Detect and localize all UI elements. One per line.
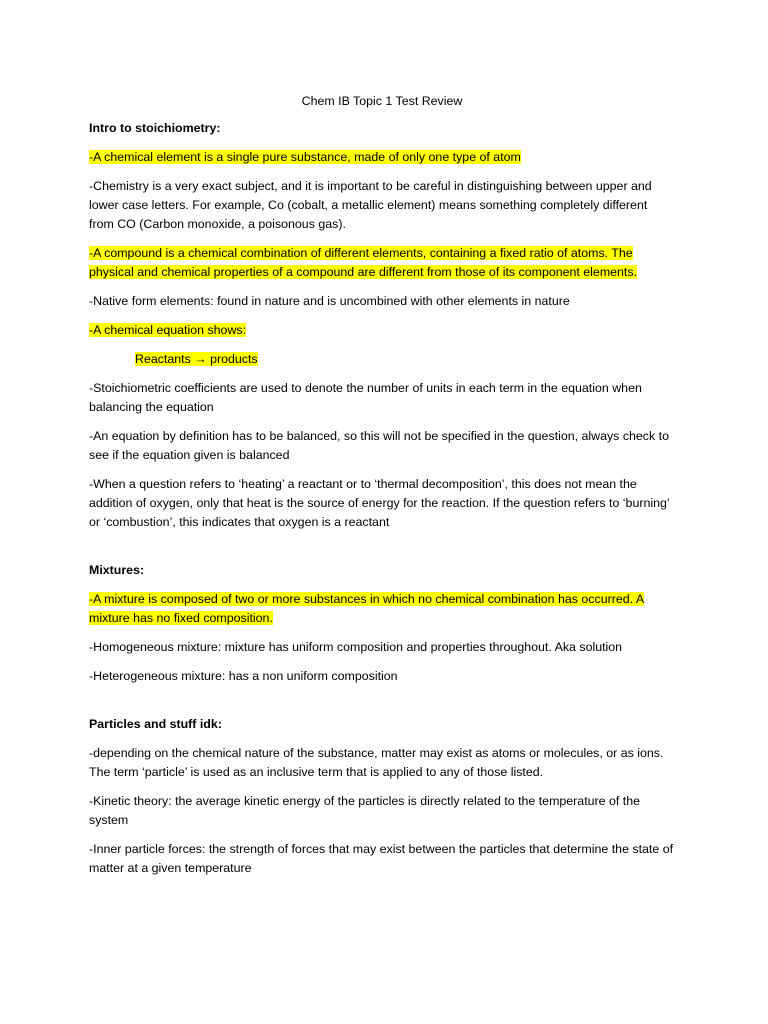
paragraph-balanced-equation: -An equation by definition has to be balanced, so this will not be specified in the question, always check to see if the equation given is balanced	[89, 429, 669, 462]
highlighted-text: Reactants → products	[135, 352, 258, 366]
paragraph-homogeneous: -Homogeneous mixture: mixture has uniform composition and properties throughout. Aka solution	[89, 640, 623, 654]
highlighted-text: -A compound is a chemical combination of different elements, containing a fixed ratio of atoms. The physical and chemical properties of a compound are different from those of its component elements.	[89, 246, 638, 279]
paragraph-mixture	[89, 590, 675, 628]
paragraph-heating-combustion: -When a question refers to ‘heating’ a reactant or to ‘thermal decomposition’, this does not mean the addition of oxygen, only that heat is the source of energy for the reaction. If the question refers to ‘burning’ or ‘combustion’, this indicates that oxygen is a reactant	[89, 477, 670, 529]
section-heading-mixtures: Mixtures:	[89, 563, 145, 577]
paragraph-inner-particle-forces: -Inner particle forces: the strength of forces that may exist between the particles that determine the state of matter at a given temperature	[89, 842, 674, 875]
paragraph-kinetic-theory: -Kinetic theory: the average kinetic energy of the particles is directly related to the temperature of the system	[89, 794, 640, 827]
section-heading-stoichiometry: Intro to stoichiometry:	[89, 121, 221, 135]
paragraph-stoichiometric-coefficients: -Stoichiometric coefficients are used to denote the number of units in each term in the equation when balancing the equation	[89, 381, 642, 414]
paragraph-matter-particles: -depending on the chemical nature of the substance, matter may exist as atoms or molecules, or as ions. The term ‘particle’ is used as an inclusive term that is applied to any of those listed.	[89, 746, 664, 779]
paragraph-compound	[89, 244, 675, 282]
document-title: Chem IB Topic 1 Test Review	[301, 94, 463, 108]
document-body	[89, 92, 675, 888]
paragraph-exact-subject: -Chemistry is a very exact subject, and it is important to be careful in distinguishing between upper and lower case letters. For example, Co (cobalt, a metallic element) means something completely different from CO (Carbon monoxide, a poisonous gas).	[89, 179, 652, 231]
paragraph-reactants-products	[89, 350, 675, 369]
paragraph-heterogeneous: -Heterogeneous mixture: has a non uniform composition	[89, 669, 398, 683]
section-heading-particles: Particles and stuff idk:	[89, 717, 222, 731]
highlighted-text: -A chemical equation shows:	[89, 323, 247, 337]
paragraph-native-form: -Native form elements: found in nature and is uncombined with other elements in nature	[89, 294, 570, 308]
paragraph-chemical-equation	[89, 321, 675, 340]
paragraph-chemical-element	[89, 148, 675, 167]
highlighted-text: -A chemical element is a single pure substance, made of only one type of atom	[89, 150, 521, 164]
highlighted-text: -A mixture is composed of two or more substances in which no chemical combination has occurred. A mixture has no fixed composition.	[89, 592, 645, 625]
